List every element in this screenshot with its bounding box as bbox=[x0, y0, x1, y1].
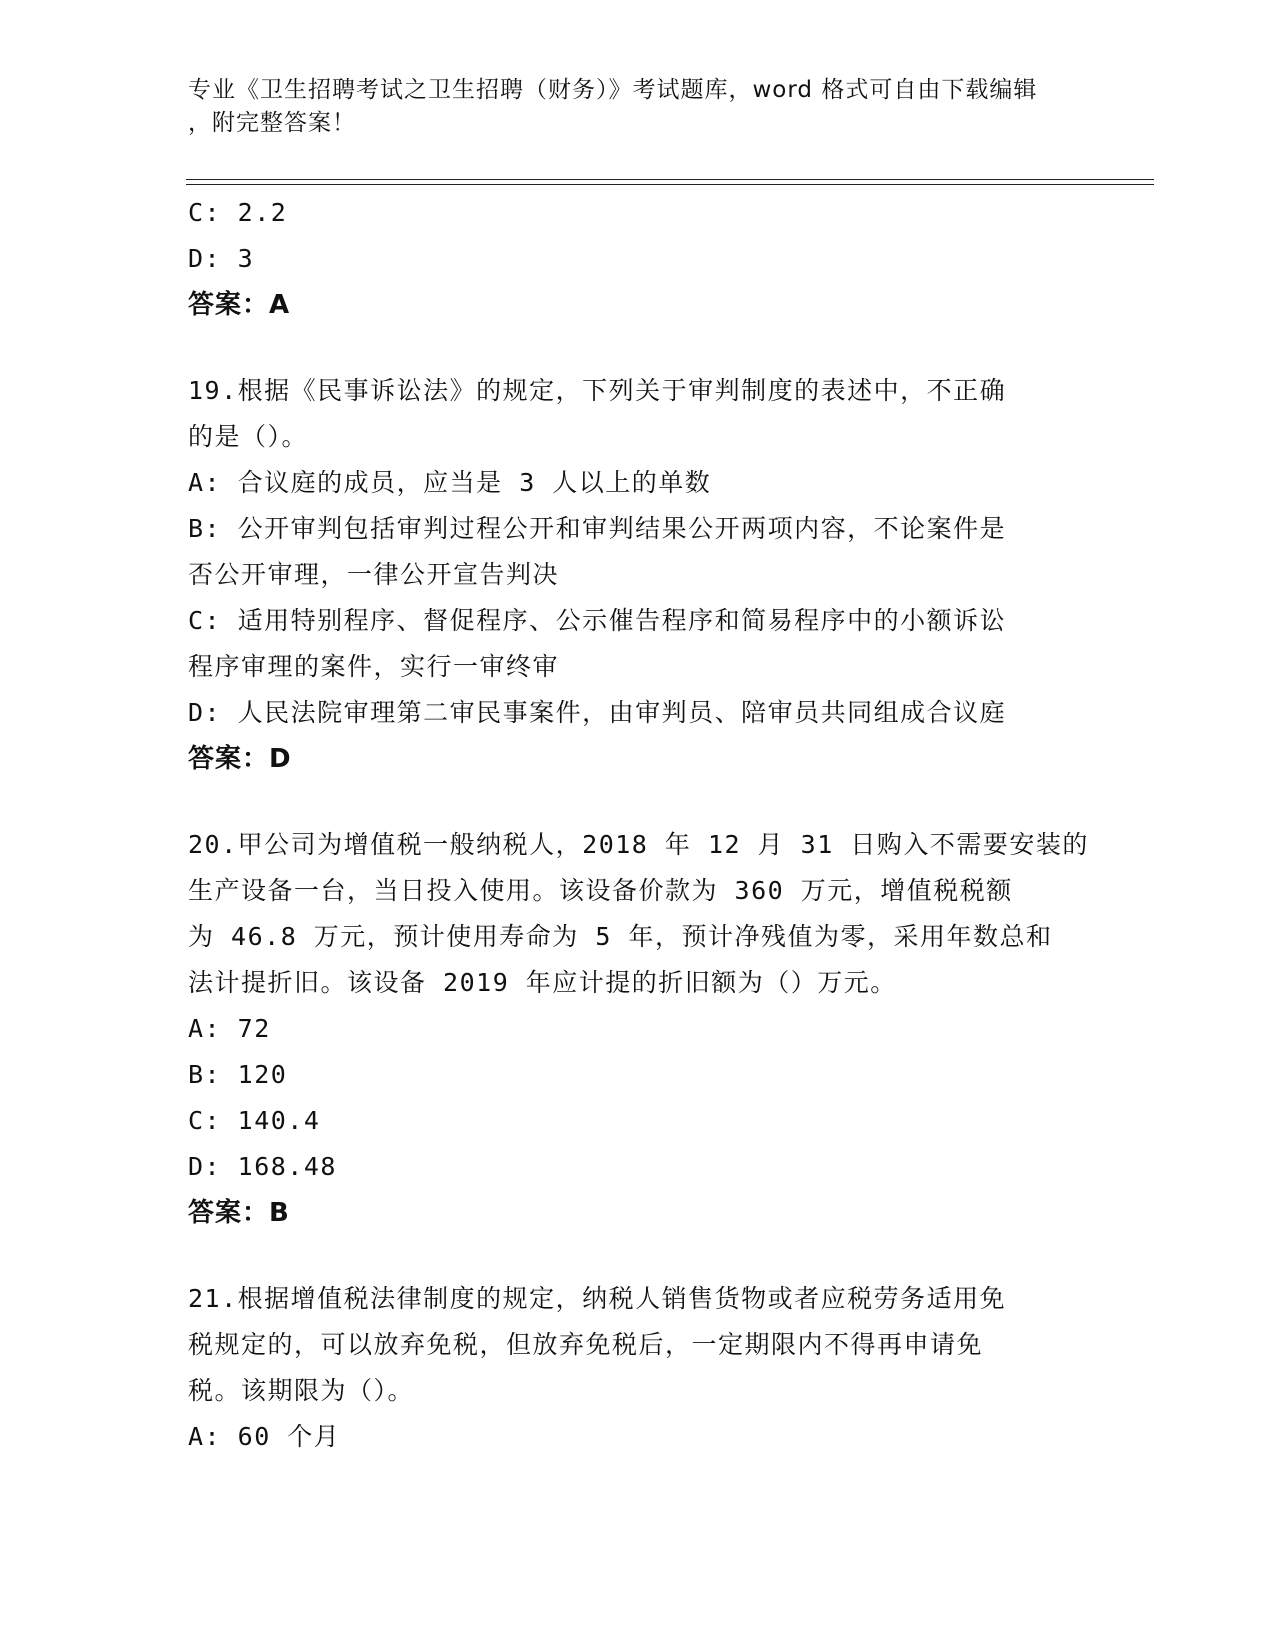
question-21 bbox=[188, 1276, 1088, 1460]
question-stem-line: 为 46.8 万元，预计使用寿命为 5 年，预计净残值为零，采用年数总和 bbox=[188, 922, 1053, 951]
question-stem-line: 20.甲公司为增值税一般纳税人，2018 年 12 月 31 日购入不需要安装的 bbox=[188, 830, 1089, 859]
option-b: B: 公开审判包括审判过程公开和审判结果公开两项内容，不论案件是 bbox=[188, 514, 1007, 543]
header-line-2: ，附完整答案！ bbox=[188, 110, 356, 136]
option-a: A: 60 个月 bbox=[188, 1422, 341, 1451]
answer-line: 答案：A bbox=[188, 290, 291, 320]
document-body bbox=[188, 190, 1088, 1460]
header-rule-top bbox=[186, 179, 1154, 180]
answer-line: 答案：D bbox=[188, 744, 292, 774]
question-stem-line: 21.根据增值税法律制度的规定，纳税人销售货物或者应税劳务适用免 bbox=[188, 1284, 1007, 1313]
question-19 bbox=[188, 368, 1088, 782]
option-d: D: 人民法院审理第二审民事案件，由审判员、陪审员共同组成合议庭 bbox=[188, 698, 1007, 727]
header-rule-bottom bbox=[186, 184, 1154, 185]
question-stem-line: 19.根据《民事诉讼法》的规定，下列关于审判制度的表述中，不正确 bbox=[188, 376, 1007, 405]
option-b-cont: 否公开审理，一律公开宣告判决 bbox=[188, 560, 560, 589]
option-c-cont: 程序审理的案件，实行一审终审 bbox=[188, 652, 560, 681]
question-stem-line: 的是（）。 bbox=[188, 422, 309, 451]
question-stem-line: 税。该期限为（）。 bbox=[188, 1376, 415, 1405]
question-stem-line: 生产设备一台，当日投入使用。该设备价款为 360 万元，增值税税额 bbox=[188, 876, 1013, 905]
option-c: C: 2.2 bbox=[188, 198, 288, 227]
document-header bbox=[188, 74, 1088, 140]
header-line-1: 专业《卫生招聘考试之卫生招聘（财务）》考试题库，word 格式可自由下载编辑 bbox=[188, 77, 1038, 103]
answer-line: 答案：B bbox=[188, 1198, 290, 1228]
question-stem-line: 法计提折旧。该设备 2019 年应计提的折旧额为（）万元。 bbox=[188, 968, 897, 997]
option-d: D: 3 bbox=[188, 244, 255, 273]
option-d: D: 168.48 bbox=[188, 1152, 337, 1181]
question-20 bbox=[188, 822, 1088, 1236]
option-c: C: 140.4 bbox=[188, 1106, 321, 1135]
question-stem-line: 税规定的，可以放弃免税，但放弃免税后，一定期限内不得再申请免 bbox=[188, 1330, 984, 1359]
previous-question-tail bbox=[188, 190, 1088, 328]
option-b: B: 120 bbox=[188, 1060, 288, 1089]
option-c: C: 适用特别程序、督促程序、公示催告程序和简易程序中的小额诉讼 bbox=[188, 606, 1007, 635]
option-a: A: 合议庭的成员，应当是 3 人以上的单数 bbox=[188, 468, 712, 497]
option-a: A: 72 bbox=[188, 1014, 271, 1043]
